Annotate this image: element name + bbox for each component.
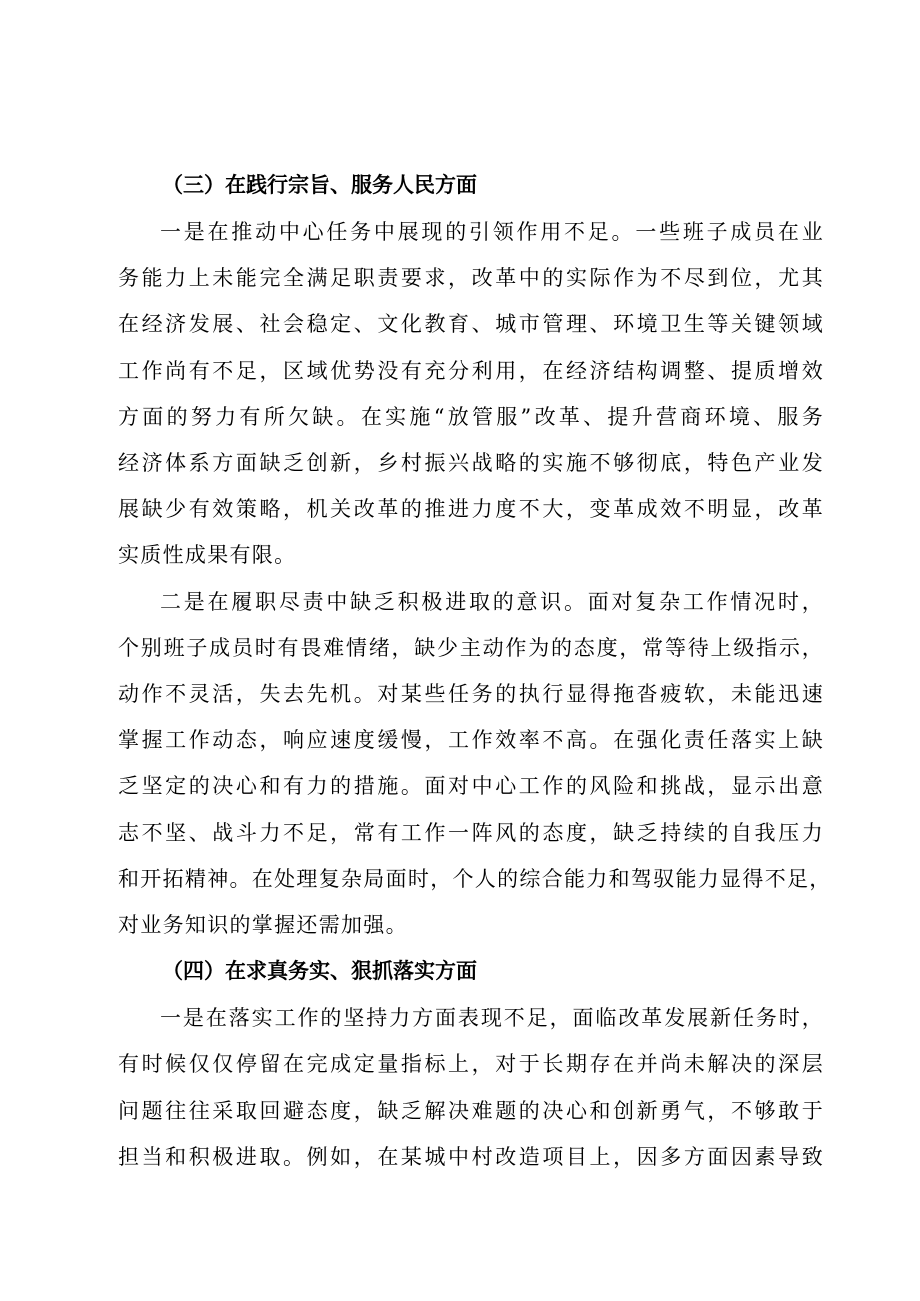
text-line: 担当和积极进取。例如，在某城中村改造项目上，因多方面因素导致 — [118, 1144, 824, 1169]
text-line: 掌握工作动态，响应速度缓慢，工作效率不高。在强化责任落实上缺 — [118, 728, 824, 753]
section-3-paragraph-2 — [118, 579, 832, 949]
text-line: 动作不灵活，失去先机。对某些任务的执行显得拖沓疲软，未能迅速 — [118, 682, 824, 707]
text-line: 工作尚有不足，区域优势没有充分利用，在经济结构调整、提质增效 — [118, 358, 824, 383]
document-page — [118, 162, 832, 1180]
text-line: 务能力上未能完全满足职责要求，改革中的实际作为不尽到位，尤其 — [118, 266, 824, 291]
text-line: 对业务知识的掌握还需加强。 — [118, 913, 408, 938]
text-line: 个别班子成员时有畏难情绪，缺少主动作为的态度，常等待上级指示， — [118, 635, 824, 660]
text-line: 在经济发展、社会稳定、文化教育、城市管理、环境卫生等关键领域 — [118, 312, 824, 337]
text-line: 二是在履职尽责中缺乏积极进取的意识。面对复杂工作情况时， — [160, 589, 824, 614]
section-4-paragraph-1 — [118, 995, 824, 1180]
section-3-paragraph-1 — [118, 209, 824, 579]
section-4-heading: （四）在求真务实、狠抓落实方面 — [162, 959, 477, 984]
text-line: 实质性成果有限。 — [118, 543, 297, 568]
text-line: 方面的努力有所欠缺。在实施“放管服”改革、提升营商环境、服务 — [118, 404, 824, 429]
text-line: 一是在落实工作的坚持力方面表现不足，面临改革发展新任务时， — [160, 1006, 824, 1031]
text-line: 问题往往采取回避态度，缺乏解决难题的决心和创新勇气，不够敢于 — [118, 1098, 824, 1123]
text-line: 乏坚定的决心和有力的措施。面对中心工作的风险和挑战，显示出意 — [118, 774, 824, 799]
text-line: 展缺少有效策略，机关改革的推进力度不大，变革成效不明显，改革 — [118, 497, 824, 522]
text-line: 一是在推动中心任务中展现的引领作用不足。一些班子成员在业 — [160, 220, 824, 244]
text-line: 志不坚、战斗力不足，常有工作一阵风的态度，缺乏持续的自我压力 — [118, 820, 824, 845]
text-line: 有时候仅仅停留在完成定量指标上，对于长期存在并尚未解决的深层 — [118, 1052, 824, 1077]
text-line: 和开拓精神。在处理复杂局面时，个人的综合能力和驾驭能力显得不足， — [118, 866, 832, 891]
section-3-heading: （三）在践行宗旨、服务人民方面 — [162, 173, 477, 197]
text-line: 经济体系方面缺乏创新，乡村振兴战略的实施不够彻底，特色产业发 — [118, 451, 824, 476]
